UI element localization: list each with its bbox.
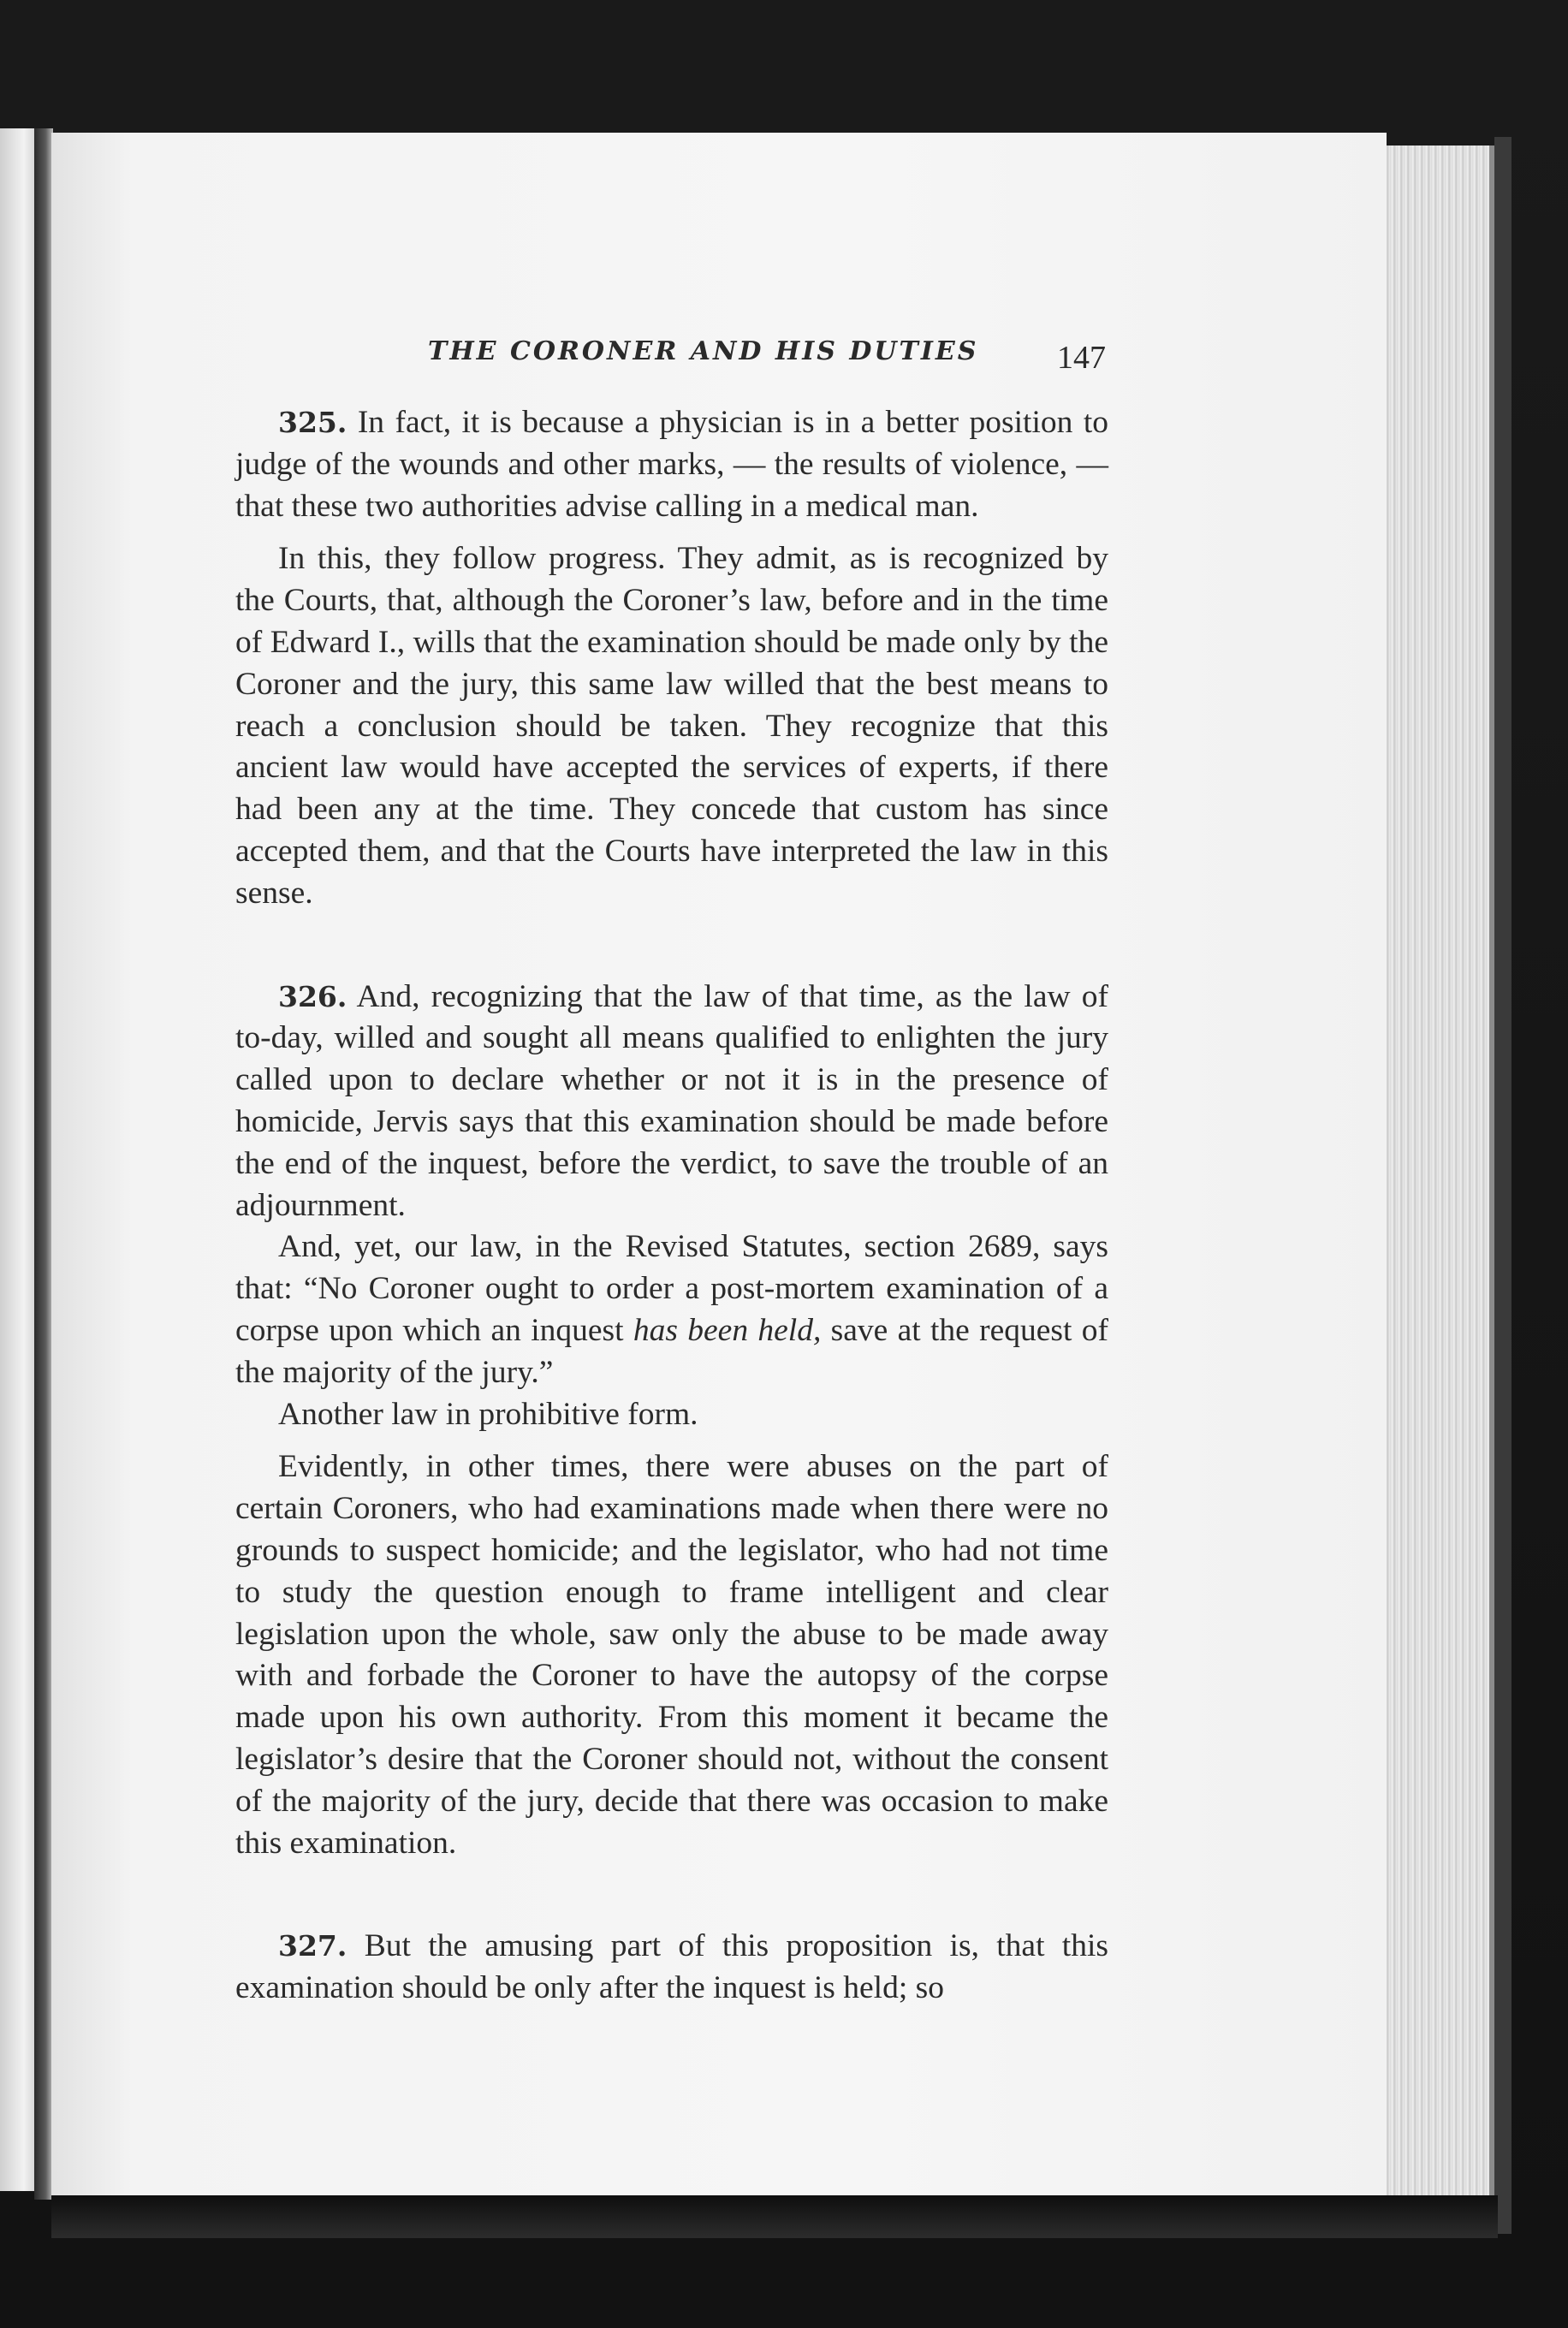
page-number: 147 — [1057, 340, 1106, 376]
paragraph — [235, 1394, 1108, 1436]
book-gutter — [34, 128, 53, 2200]
paragraph-text: And, yet, our law, in the Revised Statutes, section 2689, says that: “No Coroner ought to order a post-mortem examination of a corpse upon which an inquest — [235, 1229, 1108, 1348]
running-head: THE CORONER AND HIS DUTIES — [428, 336, 979, 366]
body-text — [235, 402, 1108, 2010]
paragraph-text: Another law in prohibitive form. — [278, 1396, 698, 1432]
paragraph-text: But the amusing part of this proposition is, that this examination should be only after the inquest is held; so — [235, 1928, 1108, 2006]
paragraph-text: In this, they follow progress. They admit, as is recognized by the Courts, that, although the Coroner’s law, before and in the time of Edward I., wills that the examination should be made only by the Coroner and the jury, this same law willed that the best means to reach a conclusion should be taken. They recognize that this ancient law would have accepted the services of experts, if there had been any at the time. They concede that custom has since accepted them, and that the Courts have interpreted the law in this sense. — [235, 541, 1108, 911]
paragraph-text: Evidently, in other times, there were abuses on the part of certain Coroners, who had examinations made when there were no grounds to suspect homicide; and the legislator, who had not time to study the question enough to frame intelligent and clear legislation upon the whole, saw only the abuse to be made away with and forbade the Coroner to have the autopsy of the corpse made upon his own authority. From this moment it became the legislator’s desire that the Coroner should not, without the consent of the majority of the jury, decide that there was occasion to make this examination. — [235, 1449, 1108, 1861]
section-number: 327. — [278, 1929, 347, 1963]
paragraph-text: save at the request of the majority of the jury.” — [235, 1312, 1108, 1390]
paragraph — [235, 538, 1108, 914]
paragraph-327 — [235, 1926, 1108, 2010]
section-number: 325. — [278, 406, 347, 439]
paragraph — [235, 1226, 1108, 1393]
book-cover-edge — [1494, 137, 1512, 2234]
italic-text: has been held, — [633, 1312, 822, 1348]
paragraph-text: In fact, it is because a physician is in a better position to judge of the wounds and other marks, — the results of violence, — that these two authorities advise calling in a medical man. — [235, 405, 1108, 524]
book-cover-bottom — [51, 2195, 1498, 2238]
paragraph-326 — [235, 977, 1108, 1227]
section-number: 326. — [278, 979, 347, 1013]
paragraph-text: And, recognizing that the law of that time, as the law of to-day, willed and sought all means qualified to enlighten the jury called upon to declare whether or not it is in the presence of homicide, Jervis says that this examination should be made before the end of the inquest, before the verdict, to save the trouble of an adjournment. — [235, 978, 1108, 1223]
facing-page-edge — [0, 128, 34, 2191]
paragraph — [235, 1446, 1108, 1864]
paragraph-325 — [235, 402, 1108, 527]
